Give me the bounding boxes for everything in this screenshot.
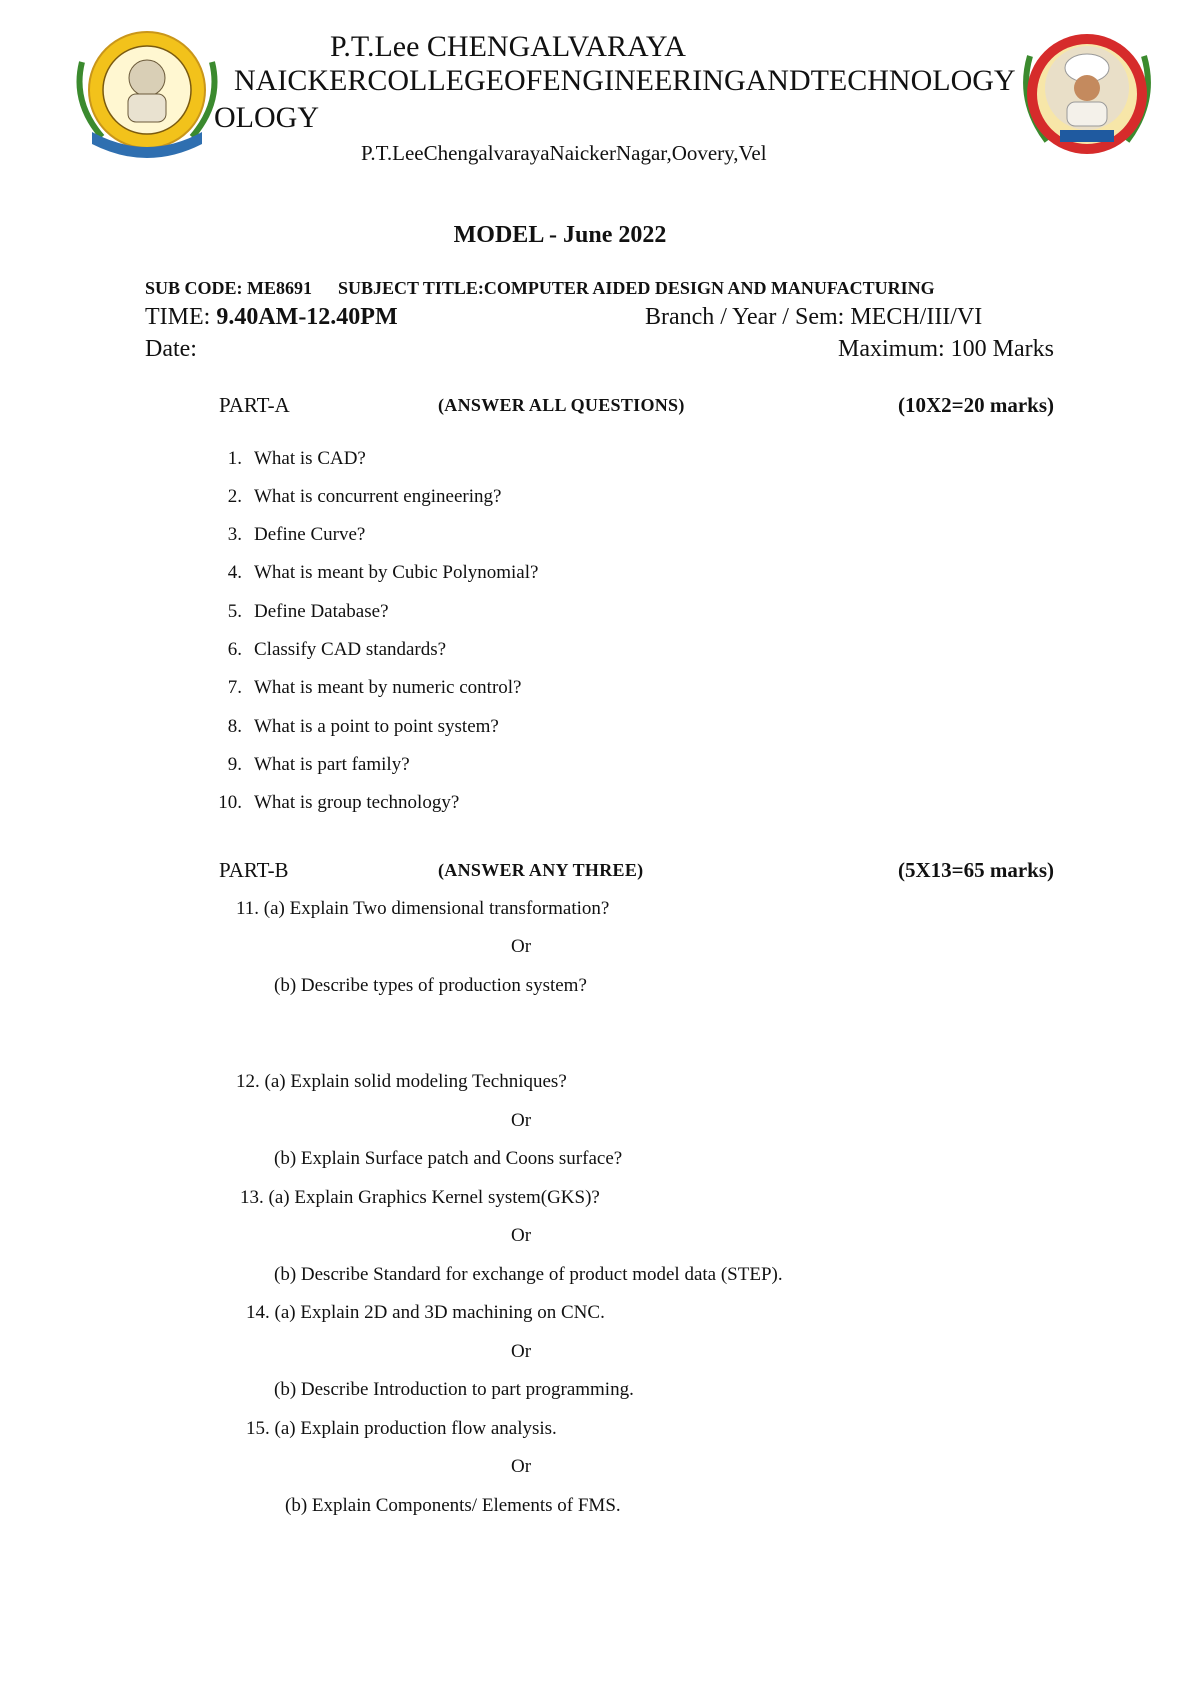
- subject-line: [145, 278, 935, 299]
- time-label: TIME:: [145, 304, 211, 330]
- question-item: [246, 1302, 605, 1324]
- college-name-line3: [214, 101, 319, 135]
- exam-title: MODEL - June 2022: [453, 222, 667, 248]
- question-number: 1.: [227, 448, 242, 469]
- question-text: Classify CAD standards?: [254, 639, 447, 660]
- college-emblem-icon: [62, 22, 232, 162]
- or-separator: Or: [511, 1225, 532, 1246]
- college-name-line2: NAICKERCOLLEGEOFENGINEERINGANDTECHNOLOGY: [234, 64, 1016, 97]
- question-text: What is concurrent engineering?: [254, 486, 502, 507]
- question-item: [218, 754, 410, 776]
- date-label: Date:: [145, 336, 197, 362]
- part-a-instruction: (ANSWER ALL QUESTIONS): [438, 395, 685, 415]
- question-item: [218, 562, 538, 584]
- question-text: What is meant by Cubic Polynomial?: [254, 562, 539, 583]
- question-text: Define Database?: [254, 601, 389, 622]
- question-number: 4.: [227, 562, 242, 583]
- part-b-instruction: (ANSWER ANY THREE): [438, 860, 644, 880]
- question-item: [246, 1418, 557, 1440]
- question-text: Define Curve?: [254, 524, 366, 545]
- question-text: (a) Explain Two dimensional transformation?: [263, 898, 610, 919]
- branch-year-sem: Branch / Year / Sem: MECH/III/VI: [645, 304, 983, 330]
- question-item: [218, 486, 501, 508]
- college-address: P.T.LeeChengalvarayaNaickerNagar,Oovery,Vel: [361, 141, 767, 165]
- sub-code: SUB CODE: ME8691: [145, 278, 313, 298]
- question-item: [218, 448, 366, 470]
- part-a-marks: (10X2=20 marks): [897, 393, 1054, 417]
- question-text: (a) Explain solid modeling Techniques?: [264, 1071, 567, 1092]
- part-b-label: PART-B: [219, 858, 289, 882]
- question-number: 8.: [227, 716, 242, 737]
- question-text: What is CAD?: [254, 448, 366, 469]
- question-item: (b) Explain Surface patch and Coons surface?: [274, 1148, 623, 1169]
- question-text: (a) Explain production flow analysis.: [274, 1418, 557, 1439]
- or-separator: Or: [511, 1456, 532, 1477]
- question-number: 2.: [227, 486, 242, 507]
- question-text: What is a point to point system?: [254, 716, 499, 737]
- part-a-label: PART-A: [219, 393, 290, 417]
- question-item: [218, 792, 459, 814]
- question-number: 10.: [218, 792, 242, 813]
- question-number: 5.: [227, 601, 242, 622]
- question-text: (a) Explain Graphics Kernel system(GKS)?: [268, 1187, 600, 1208]
- part-b-marks: (5X13=65 marks): [897, 858, 1054, 882]
- question-item: [236, 898, 609, 920]
- question-number: 11.: [236, 898, 260, 919]
- question-number: 12.: [236, 1071, 260, 1092]
- question-item: (b) Explain Components/ Elements of FMS.: [285, 1495, 621, 1516]
- question-item: [218, 601, 389, 623]
- question-item: [218, 716, 499, 738]
- maximum-marks: Maximum: 100 Marks: [838, 336, 1054, 362]
- question-number: 6.: [227, 639, 242, 660]
- question-item: [240, 1187, 600, 1209]
- question-item: [218, 524, 365, 546]
- question-item: (b) Describe Introduction to part programming.: [274, 1379, 634, 1400]
- college-name-line1: P.T.Lee CHENGALVARAYA: [330, 30, 686, 63]
- question-number: 9.: [227, 754, 242, 775]
- question-number: 15.: [246, 1418, 270, 1439]
- question-text: (a) Explain 2D and 3D machining on CNC.: [274, 1302, 605, 1323]
- question-text: What is meant by numeric control?: [254, 677, 522, 698]
- or-separator: Or: [511, 1110, 532, 1131]
- question-number: 14.: [246, 1302, 270, 1323]
- college-name-line3-text: OLOGY: [214, 101, 319, 134]
- question-item: [236, 1071, 567, 1093]
- question-number: 3.: [227, 524, 242, 545]
- question-text: What is part family?: [254, 754, 410, 775]
- subject-title: SUBJECT TITLE:COMPUTER AIDED DESIGN AND MANUFACTURING: [338, 278, 935, 298]
- question-item: [218, 639, 446, 661]
- question-item: (b) Describe types of production system?: [274, 975, 587, 996]
- question-item: (b) Describe Standard for exchange of product model data (STEP).: [274, 1264, 783, 1285]
- trust-emblem-icon: [1012, 26, 1162, 166]
- question-item: [218, 677, 522, 699]
- question-number: 13.: [240, 1187, 264, 1208]
- question-number: 7.: [227, 677, 242, 698]
- or-separator: Or: [511, 936, 532, 957]
- or-separator: Or: [511, 1341, 532, 1362]
- question-text: What is group technology?: [254, 792, 460, 813]
- exam-time: [145, 304, 398, 331]
- time-value: 9.40AM-12.40PM: [216, 304, 398, 330]
